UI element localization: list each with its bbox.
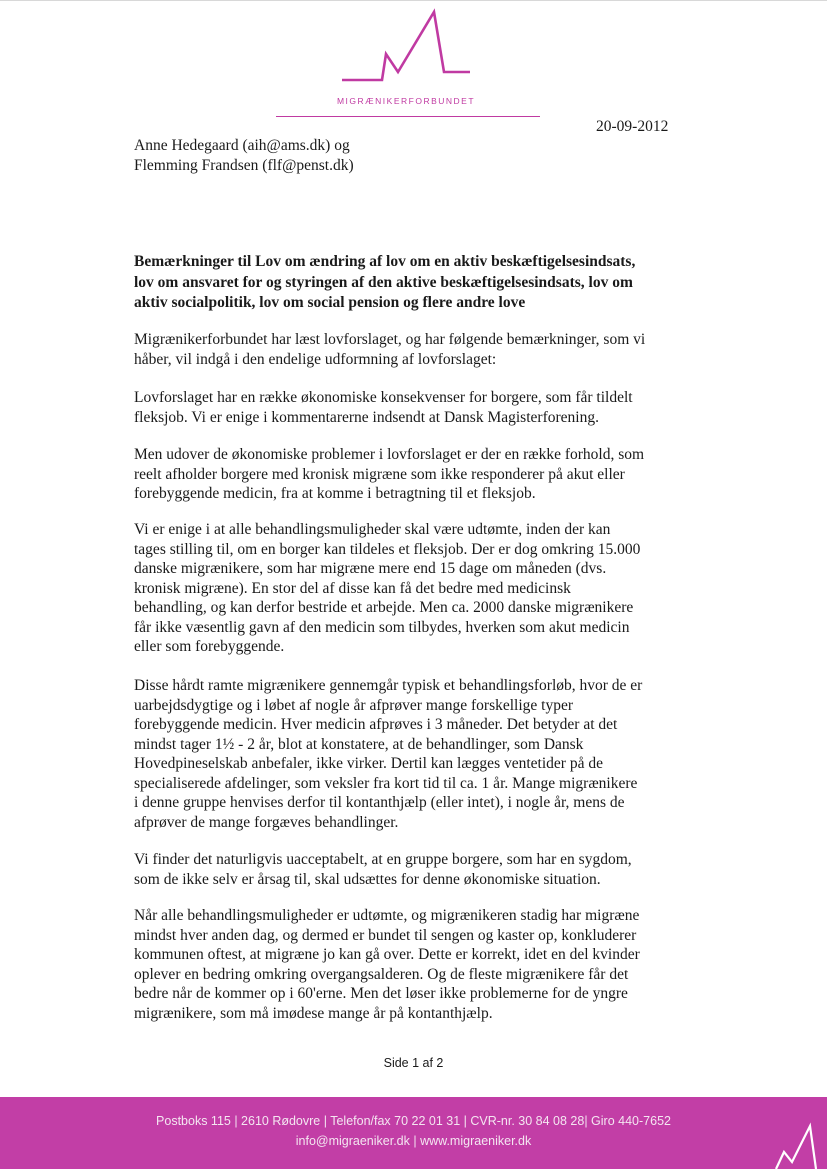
paragraph-line: Vi er enige i at alle behandlingsmuligheder skal være udtømte, inden der kan	[134, 521, 611, 538]
paragraph-line: Når alle behandlingsmuligheder er udtømte, og migrænikeren stadig har migræne	[134, 907, 640, 924]
paragraph-line: mindst hver anden dag, og dermed er bundet til sengen og kaster op, konkluderer	[134, 926, 637, 944]
letter-heading	[134, 252, 694, 314]
paragraph-line: uarbejdsdygtige og i løbet af nogle år afprøver mange forskellige typer	[134, 696, 574, 714]
paragraph	[134, 520, 694, 657]
heading-line: lov om ansvaret for og styringen af den aktive beskæftigelsesindsats, lov om	[134, 273, 633, 291]
paragraph-line: mindst tager 1½ - 2 år, blot at konstatere, at de behandlinger, som Dansk	[134, 735, 584, 753]
paragraph	[134, 330, 694, 369]
paragraph	[134, 676, 694, 832]
paragraph-line: fleksjob. Vi er enige i kommentarerne indsendt at Dansk Magisterforening.	[134, 408, 599, 426]
paragraph-line: håber, vil indgå i den endelige udformning af lovforslaget:	[134, 350, 497, 368]
heading-line: aktiv socialpolitik, lov om social pension og flere andre love	[134, 294, 526, 311]
paragraph	[134, 388, 694, 427]
paragraph-line: Men udover de økonomiske problemer i lovforslaget er der en række forhold, som	[134, 446, 645, 463]
logo-divider	[276, 116, 540, 117]
paragraph-line: eller som forebyggende.	[134, 638, 285, 655]
paragraph-line: kommunen oftest, at migræne jo kan gå over. Dette er korrekt, idet en del kvinder	[134, 946, 640, 963]
paragraph-line: specialiserede afdelinger, som veksler fra kort tid til ca. 1 år. Mange migrænikere	[134, 774, 638, 792]
paragraph-line: forebyggende medicin, fra at komme i betragtning til et fleksjob.	[134, 485, 536, 502]
paragraph-line: tages stilling til, om en borger kan tildeles et fleksjob. Der er dog omkring 15.000	[134, 540, 641, 558]
paragraph-line: oplever en bedring omkring overgangsalderen. Og de fleste migrænikere får det	[134, 965, 629, 983]
recipient-line: Anne Hedegaard (aih@ams.dk) og	[134, 137, 350, 154]
paragraph-line: danske migrænikere, som har migræne mere end 15 dage om måneden (dvs.	[134, 560, 607, 577]
paragraph-line: forebyggende medicin. Hver medicin afprøves i 3 måneder. Det betyder at det	[134, 716, 618, 733]
letter-date: 20-09-2012	[596, 118, 669, 135]
recipients	[134, 136, 354, 176]
paragraph	[134, 445, 694, 504]
paragraph-line: afprøver de mange forgæves behandlinger.	[134, 813, 399, 831]
footer-contact: info@migraeniker.dk | www.migraeniker.dk	[295, 1134, 532, 1148]
footer-logo-icon	[774, 1120, 824, 1169]
paragraph-line: får ikke væsentlig gavn af den medicin som tilbydes, hverken som akut medicin	[134, 618, 630, 636]
paragraph-line: migrænikere, som må imødese mange år på kontanthjælp.	[134, 1004, 493, 1022]
footer-address: Postboks 115 | 2610 Rødovre | Telefon/fax 70 22 01 31 | CVR-nr. 30 84 08 28| Giro 440-7652	[156, 1114, 671, 1128]
paragraph-line: Migrænikerforbundet har læst lovforslaget, og har følgende bemærkninger, som vi	[134, 331, 646, 348]
paragraph-line: behandling, og kan derfor bestride et arbejde. Men ca. 2000 danske migrænikere	[134, 599, 634, 616]
page-number: Side 1 af 2	[383, 1056, 444, 1070]
paragraph-line: som de ikke selv er årsag til, skal udsættes for denne økonomiske situation.	[134, 870, 601, 888]
heading-line: Bemærkninger til Lov om ændring af lov om en aktiv beskæftigelsesindsats,	[134, 253, 636, 270]
recipient-line: Flemming Frandsen (flf@penst.dk)	[134, 157, 354, 174]
paragraph-line: Disse hårdt ramte migrænikere gennemgår typisk et behandlingsforløb, hvor de er	[134, 677, 643, 694]
paragraph-line: i denne gruppe henvises derfor til kontanthjælp (eller intet), i nogle år, mens de	[134, 794, 625, 811]
migraine-m-logo-icon	[336, 8, 476, 98]
paragraph	[134, 850, 694, 889]
paragraph-line: Lovforslaget har en række økonomiske konsekvenser for borgere, som får tildelt	[134, 389, 633, 406]
footer-band	[0, 1097, 827, 1169]
paragraph	[134, 906, 694, 1023]
paragraph-line: bedre når de kommer op i 60'erne. Men det løser ikke problemerne for de yngre	[134, 985, 628, 1002]
paragraph-line: reelt afholder borgere med kronisk migræne som ikke responderer på akut eller	[134, 465, 625, 483]
paragraph-line: kronisk migræne). En stor del af disse kan få det bedre med medicinsk	[134, 579, 571, 597]
logo-text: MIGRÆNIKERFORBUNDET	[336, 96, 476, 106]
top-border	[0, 0, 827, 1]
paragraph-line: Hovedpineselskab anbefaler, ikke virker. Dertil kan lægges ventetider på de	[134, 755, 603, 772]
paragraph-line: Vi finder det naturligvis uacceptabelt, at en gruppe borgere, som har en sygdom,	[134, 851, 632, 868]
